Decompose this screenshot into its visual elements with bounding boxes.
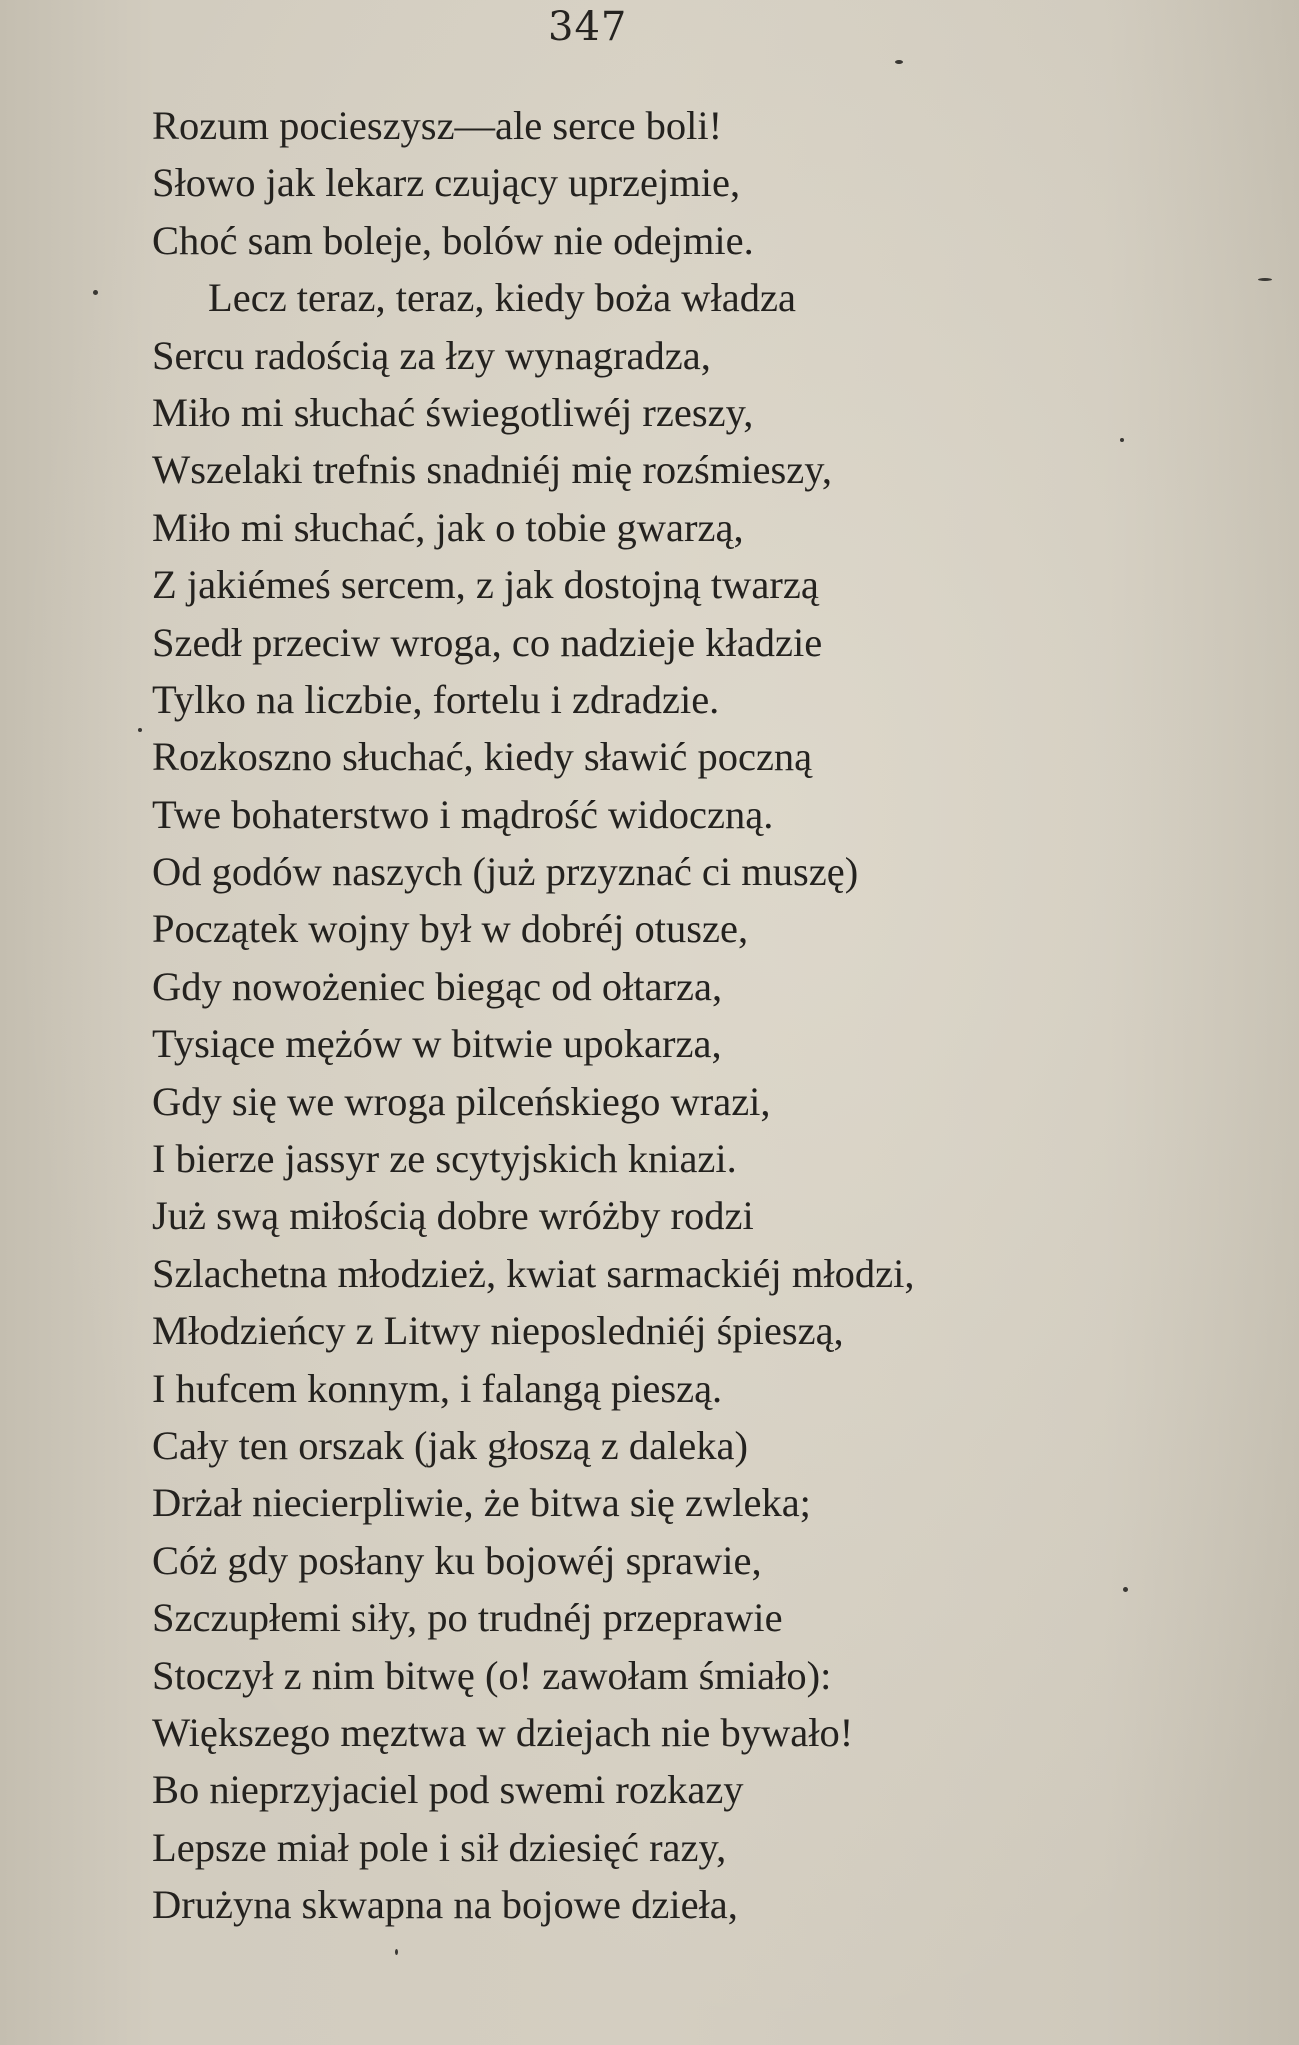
poem-line: Drużyna skwapna na bojowe dzieła, [152, 1882, 738, 1928]
poem-line: Tysiące mężów w bitwie upokarza, [152, 1021, 722, 1067]
poem-line: I hufcem konnym, i falangą pieszą. [152, 1365, 723, 1411]
poem-line: Choć sam boleje, bolów nie odejmie. [152, 217, 754, 263]
poem-line: Bo nieprzyjaciel pod swemi rozkazy [152, 1767, 744, 1813]
poem-line: Rozum pocieszysz—ale serce boli! [152, 103, 723, 148]
poem-line: Szedł przeciw wroga, co nadzieje kładzie [152, 619, 823, 665]
poem-line: Większego męztwa w dziejach nie bywało! [152, 1709, 854, 1755]
poem-line: Lecz teraz, teraz, kiedy boża władza [208, 275, 796, 321]
poem-line: Od godów naszych (już przyznać ci muszę) [152, 849, 859, 895]
print-speck [395, 1949, 398, 1955]
poem-line: Miło mi słuchać, jak o tobie gwarzą, [152, 504, 744, 550]
poem-line: Sercu radością za łzy wynagradza, [152, 332, 711, 378]
poem-line: Cóż gdy posłany ku bojowéj sprawie, [152, 1537, 762, 1583]
page-number: 347 [548, 4, 628, 50]
poem-line: Tylko na liczbie, fortelu i zdradzie. [152, 676, 720, 722]
print-speck [138, 728, 142, 732]
poem-line: Początek wojny był w dobréj otusze, [152, 906, 749, 952]
poem-line: Lepsze miał pole i sił dziesięć razy, [152, 1824, 727, 1870]
poem-line: Szczupłemi siły, po trudnéj przeprawie [152, 1595, 783, 1641]
print-speck [93, 290, 98, 295]
poem-text [152, 97, 1262, 1934]
poem-line: I bierze jassyr ze scytyjskich kniazi. [152, 1136, 737, 1182]
print-speck [1258, 278, 1272, 281]
poem-line: Młodzieńcy z Litwy nieposledniéj śpieszą, [152, 1308, 844, 1354]
poem-line: Stoczył z nim bitwę (o! zawołam śmiało): [152, 1652, 832, 1698]
poem-line: Twe bohaterstwo i mądrość widoczną. [152, 791, 774, 837]
print-speck [1120, 438, 1124, 442]
poem-line: Miło mi słuchać świegotliwéj rzeszy, [152, 389, 754, 435]
poem-line: Gdy się we wroga pilceńskiego wrazi, [152, 1078, 771, 1124]
poem-line: Rozkoszno słuchać, kiedy sławić poczną [152, 734, 813, 780]
poem-line: Już swą miłością dobre wróżby rodzi [152, 1193, 754, 1239]
poem-line: Z jakiémeś sercem, z jak dostojną twarzą [152, 562, 819, 608]
poem-line: Słowo jak lekarz czujący uprzejmie, [152, 160, 741, 206]
print-speck [895, 60, 903, 64]
poem-line: Cały ten orszak (jak głoszą z daleka) [152, 1422, 748, 1468]
print-speck [1123, 1587, 1128, 1592]
poem-line: Gdy nowożeniec biegąc od ołtarza, [152, 963, 723, 1009]
poem-line: Drżał niecierpliwie, że bitwa się zwleka; [152, 1480, 811, 1526]
poem-line: Wszelaki trefnis snadniéj mię rozśmieszy, [152, 447, 833, 493]
poem-line: Szlachetna młodzież, kwiat sarmackiéj młodzi, [152, 1250, 915, 1296]
